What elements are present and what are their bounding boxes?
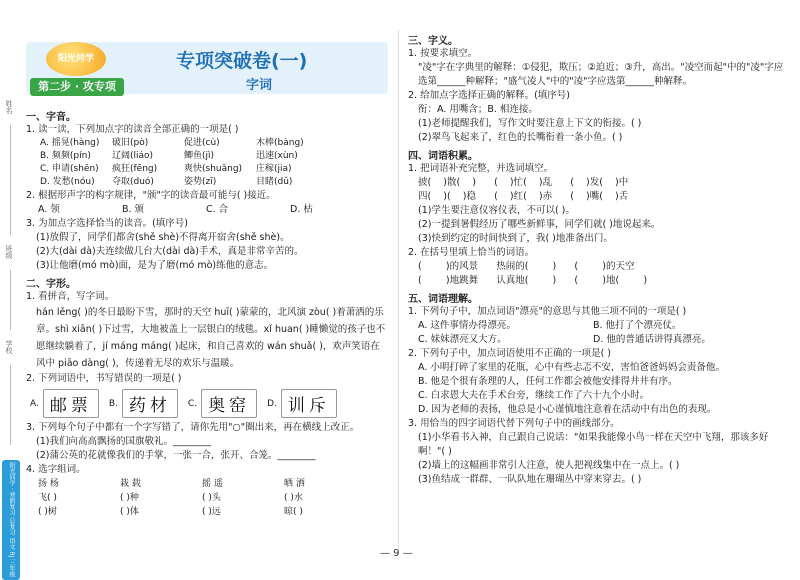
option: B. 他打了个漂亮仗。: [593, 320, 682, 331]
banner: [26, 30, 388, 106]
grid-cell: 鲫鱼(jì): [184, 151, 215, 161]
question: 3. 为加点字选择恰当的读音。(填序号): [26, 218, 188, 229]
option-line: A. 小明打碎了家里的花瓶，心中有些忐忑不安，害怕爸爸妈妈会责备他。: [418, 362, 725, 373]
section-heading: 一、字音。: [26, 112, 76, 123]
name-line: [10, 125, 11, 235]
word-groups: [26, 477, 388, 519]
fill-row: 披( )散( ) ( )忙( )乱 ( )发( )中: [418, 177, 629, 188]
word-group: [284, 477, 366, 519]
card-word: 邮票: [43, 389, 99, 418]
sub-question: (2)墙上的这幅画非常引人注意，使人把视线集中在一点上。( ): [418, 460, 680, 471]
question: 3. 下列每个句子中都有一个字写错了，请你先用"○"圈出来，再在横线上改正。: [26, 422, 360, 433]
option-line: C. 白求恩大夫在手术台旁，继续工作了六十九个小时。: [418, 390, 650, 401]
group-blank: ( )头: [202, 493, 221, 503]
sub-question: (3)鱼结成一群群、一队队地在珊瑚丛中穿来穿去。( ): [418, 474, 642, 485]
grid-cell: 辽阔(liáo): [112, 151, 154, 161]
group-blank: ( )水: [284, 493, 303, 503]
grid-cell: 木棒(bàng): [256, 138, 304, 148]
word-group: [120, 477, 202, 519]
sub-question: (2)蒲公英的花就像我们的手掌，一张一合，张开、合笼。________: [36, 450, 316, 461]
question: 2. 根据形声字的构字规律，"颁"字的读音最可能与( )接近。: [26, 190, 276, 201]
question: 1. 下列句子中，加点词语"漂亮"的意思与其他三项不同的一项是( ): [408, 306, 687, 317]
question: 1. 读一读，下列加点字的读音全部正确的一项是( ): [26, 124, 239, 135]
card-letter: D.: [267, 398, 277, 409]
sub-question: (1)我们向高高飘扬的国旗敬礼。________: [36, 436, 211, 447]
pinyin-passage: hán lěng( )的冬日最盼下雪，那时的天空 huī( )蒙蒙的，北风演 zòu( )着萧洒的乐章。shì xiān( )下过雪，大地被盖上一层银白的绒毯。xǐ huan( )睡懒觉的孩子也不愿继续躺着了，jí máng máng( )起床，和自己喜欢的 wán shuǎ( )，欢声笑语在风中 piāo dàng( )，传递着无尽的欢乐与温暖。: [36, 307, 386, 369]
card-word: 奥窑: [201, 389, 257, 418]
question: 2. 给加点字选择正确的解释。(填序号): [408, 90, 570, 101]
fill-row: ( )的风景 热闹的( ) ( )的天空: [418, 261, 635, 272]
grid-cell: 目睹(dǔ): [256, 177, 293, 187]
option: D. 他的普通话讲得真漂亮。: [593, 334, 711, 345]
question: 1. 按要求填空。: [408, 48, 478, 59]
group-chars: 栽 载: [120, 479, 141, 489]
option: D. 枯: [290, 204, 313, 215]
card-letter: B.: [108, 398, 118, 409]
answer-grid: [26, 137, 388, 189]
sub-question: (3)快到约定的时间快到了，我( )地准备出门。: [418, 233, 613, 244]
option-line: B. 他是个很有条理的人，任何工作都会被他安排得井井有序。: [418, 376, 678, 387]
options: [26, 203, 388, 217]
right-column: [408, 30, 788, 560]
sub-question: (2)一提到暑假经历了哪些新鲜事，同学们就( )地说起来。: [418, 219, 661, 230]
option: C. 合: [206, 204, 229, 215]
section-heading: 二、字形。: [26, 279, 76, 290]
option: A. 领: [38, 204, 60, 215]
question: 2. 在括号里填上恰当的词语。: [408, 247, 535, 258]
word-group: [202, 477, 284, 519]
name-label: 姓名: [5, 100, 13, 114]
grid-cell: 庄稼(jia): [256, 164, 292, 174]
question: 2. 下列词语中，书写错误的一项是( ): [26, 373, 182, 384]
sub-question: (1)学生要注意仪容仪表，不可以( )。: [418, 205, 575, 216]
grid-cell: 夺取(duó): [112, 177, 154, 187]
option: C. 妹妹漂亮又大方。: [418, 334, 507, 345]
group-chars: 晒 洒: [284, 479, 305, 489]
grid-cell: A. 摇晃(hàng): [40, 138, 100, 148]
option-line: D. 因为老师的表扬，他总是小心谨慎地注意着在活动中有出色的表现。: [418, 404, 717, 415]
class-label: 班级: [5, 245, 13, 259]
brand-strip: 阳光同学 · 寒假复习 总复习 语文 RJ 三年级: [2, 460, 20, 580]
question: 3. 用恰当的四字词语代替下列句子中的画线部分。: [408, 418, 620, 429]
question: 2. 下列句子中，加点词语使用不正确的一项是( ): [408, 348, 612, 359]
group-blank: 飞( ): [38, 493, 57, 503]
sub-question: (2)翠鸟飞起来了，红色的长嘴衔着一条小鱼。( ): [418, 132, 623, 143]
page-subtitle: 字词: [246, 78, 273, 93]
grid-cell: 爽快(shuǎng): [184, 164, 243, 174]
card-letter: A.: [30, 398, 39, 409]
school-label: 学校: [5, 340, 13, 354]
word-cards: [26, 389, 388, 418]
logo-badge: 阳光同学: [46, 42, 106, 76]
step-tag: 第二步 · 攻专项: [30, 78, 124, 96]
group-blank: ( )种: [120, 493, 139, 503]
fill-row: 四( )( )稳 ( )红( )赤 ( )嘴( )舌: [418, 191, 629, 202]
group-blank: ( )远: [202, 507, 221, 517]
section-heading: 三、字义。: [408, 36, 458, 47]
school-line: [10, 365, 11, 445]
word-card: [109, 389, 178, 418]
grid-cell: 促进(cù): [184, 138, 220, 148]
page-title: 专项突破卷(一): [176, 50, 308, 72]
option: A. 这件事情办得漂亮。: [418, 320, 516, 331]
group-blank: ( )树: [38, 507, 57, 517]
options: [408, 319, 788, 333]
word-card: [267, 389, 337, 418]
class-line: [10, 270, 11, 330]
left-column: [26, 30, 388, 560]
card-word: 药材: [122, 389, 178, 418]
card-letter: C.: [187, 398, 198, 409]
definition: 衔：A. 用嘴含；B. 相连接。: [418, 104, 538, 115]
sub-question: (1)放假了，同学们都舍(shě shè)不得离开宿舍(shě shè)。: [36, 232, 290, 243]
group-blank: ( )体: [120, 507, 139, 517]
sub-question: (3)让他磨(mó mò)面，是为了磨(mó mò)练他的意志。: [36, 260, 274, 271]
grid-cell: 破旧(pò): [112, 138, 149, 148]
card-word: 训斥: [281, 389, 337, 418]
grid-cell: D. 发愁(nóu): [40, 177, 95, 187]
sub-question: (1)老师提醒我们，写作文时要注意上下文的衔接。( ): [418, 118, 642, 129]
options: [408, 333, 788, 347]
grid-cell: 迅速(xùn): [256, 151, 298, 161]
question: 1. 把词语补充完整，并选词填空。: [408, 163, 554, 174]
sub-question: (2)大(dài dà)夫连续做几台大(dài dà)手术，真是非常辛苦的。: [36, 246, 304, 257]
section-heading: 四、词语积累。: [408, 151, 478, 162]
grid-cell: 疯狂(fēng): [112, 164, 158, 174]
group-chars: 摇 遥: [202, 479, 223, 489]
group-chars: 扬 杨: [38, 479, 59, 489]
section-heading: 五、词语理解。: [408, 294, 478, 305]
option: B. 颁: [122, 204, 145, 215]
column-divider: [398, 30, 399, 550]
binding-strip: [0, 40, 22, 578]
fill-row: ( )地跳舞 认真地( ) ( )地( ): [418, 275, 648, 286]
grid-cell: B. 频频(pín): [40, 151, 91, 161]
word-card: [30, 389, 99, 418]
grid-cell: C. 申请(shēn): [40, 164, 99, 174]
question: 4. 选字组词。: [26, 464, 86, 475]
group-blank: 晾( ): [284, 507, 303, 517]
page-number: — 9 —: [380, 548, 413, 559]
word-group: [38, 477, 120, 519]
question: 1. 看拼音，写字词。: [26, 291, 115, 302]
sub-question: (1)小华看书入神，自己跟自己说话："如果我能像小鸟一样在天空中飞翔，那该多好啊！"( ): [418, 432, 769, 457]
question-text: "凌"字在字典里的解释：①侵犯，欺压；②迫近；③升，高出。"凌空而起"中的"凌"字应选第______种解释；"盛气凌人"中的"凌"字应选第______种解释。: [418, 62, 784, 87]
grid-cell: 姿势(zī): [184, 177, 217, 187]
word-card: [188, 389, 257, 418]
